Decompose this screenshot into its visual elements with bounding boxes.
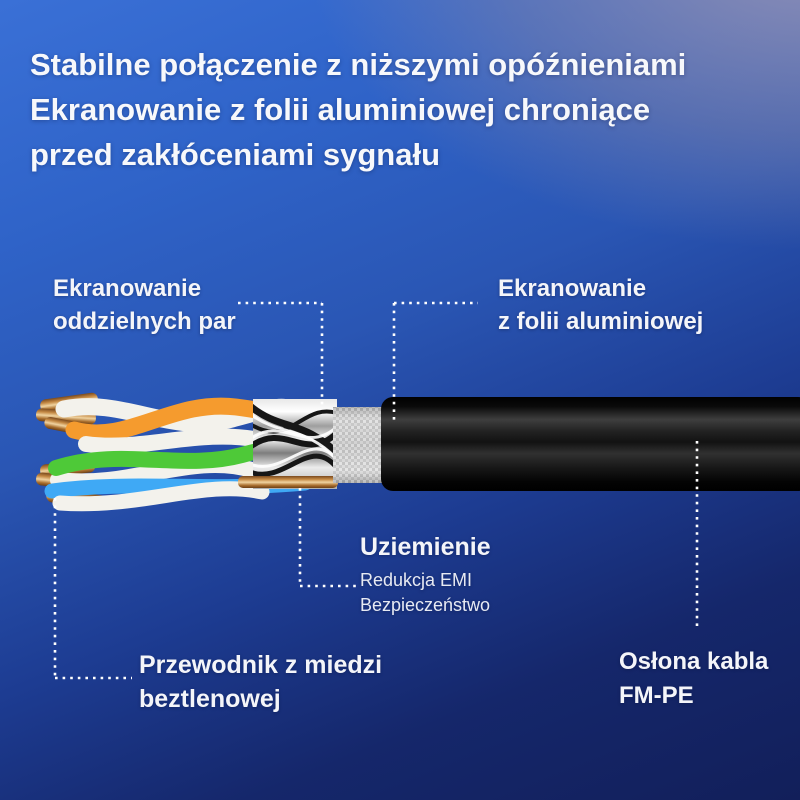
- drain-wire: [238, 476, 338, 488]
- label-grounding-title: Uziemienie: [360, 533, 491, 561]
- label-line: Bezpieczeństwo: [360, 595, 491, 615]
- label-foil-shielding: [498, 272, 703, 338]
- label-grounding: [360, 531, 491, 618]
- label-copper-conductor: [139, 648, 382, 716]
- foil-wrapped-pairs: [250, 399, 340, 489]
- label-line: oddzielnych par: [53, 308, 236, 335]
- label-line: Przewodnik z miedzi: [139, 651, 383, 679]
- title-line-1: Stabilne połączenie z niższymi opóźnieniami: [30, 47, 687, 82]
- label-line: z folii aluminiowej: [498, 308, 704, 335]
- label-line: FM-PE: [619, 682, 694, 709]
- label-line: Osłona kabla: [619, 648, 769, 675]
- label-line: Redukcja EMI: [360, 570, 473, 590]
- label-line: beztlenowej: [139, 685, 281, 713]
- braided-shield: [333, 407, 385, 483]
- title-line-3: przed zakłóceniami sygnału: [30, 137, 441, 172]
- label-cable-jacket: [619, 645, 768, 713]
- cable-jacket: [381, 397, 800, 491]
- label-line: Ekranowanie: [53, 275, 202, 302]
- label-pair-shielding: [53, 272, 236, 338]
- label-grounding-sub: [360, 568, 491, 618]
- label-line: Ekranowanie: [498, 275, 647, 302]
- title-line-2: Ekranowanie z folii aluminiowej chroniące: [30, 92, 651, 127]
- braid-shading: [333, 407, 385, 483]
